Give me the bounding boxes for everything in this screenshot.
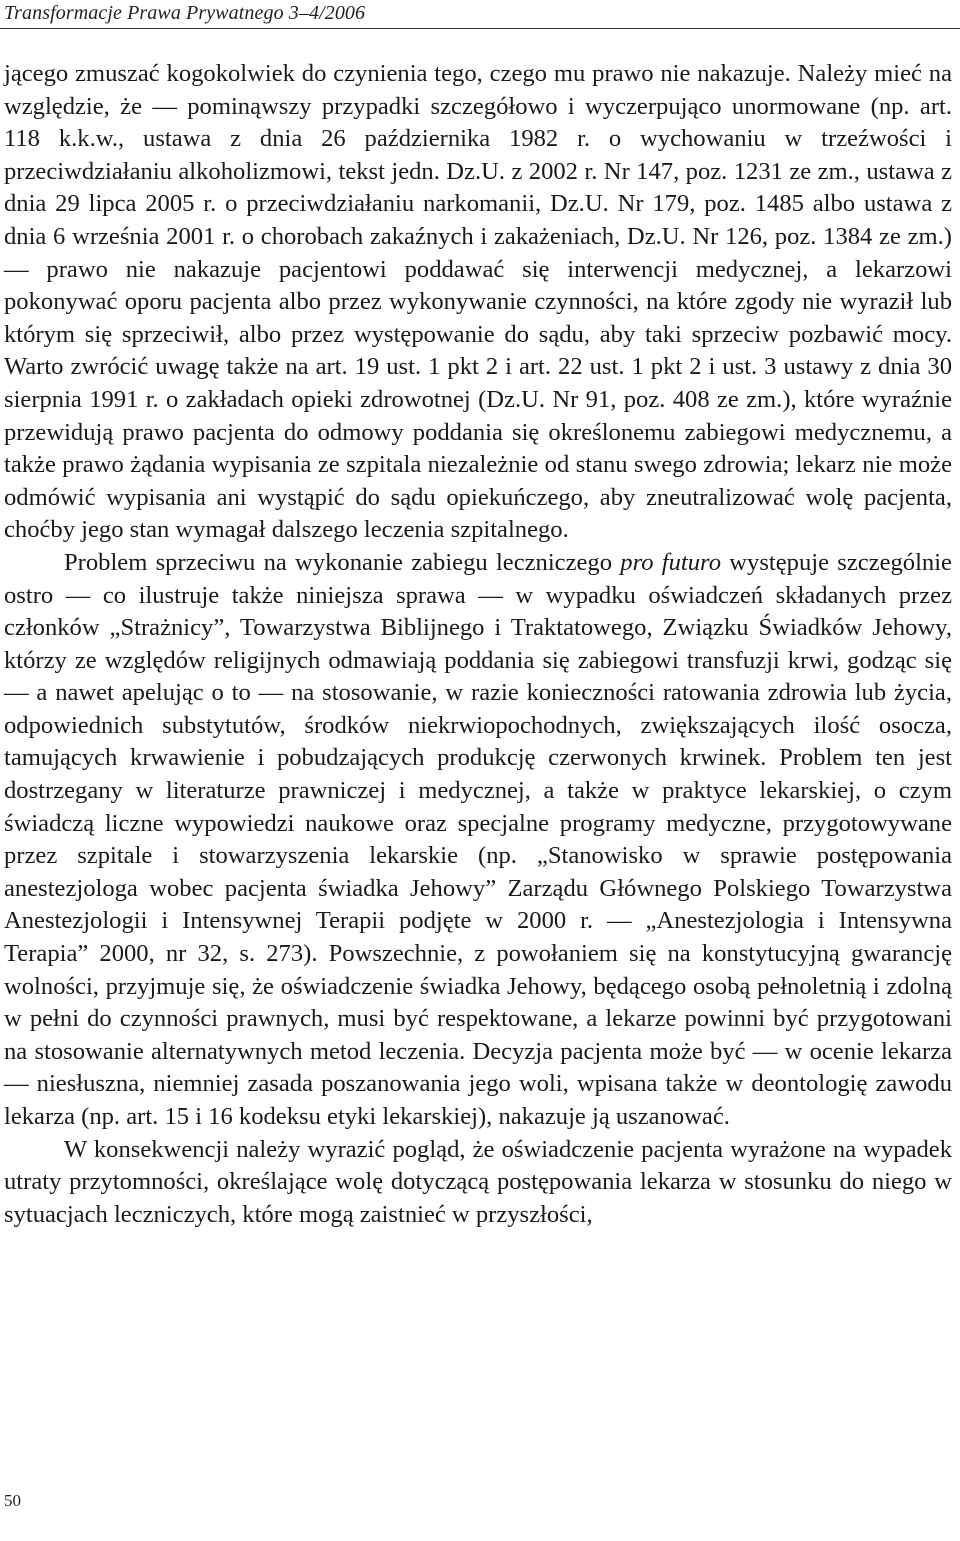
- paragraph-2-text-b: występuje szczególnie ostro — co ilustruje także niniejsza sprawa — w wypadku oświadczeń składanych przez członków „Strażnicy”, Towarzystwa Biblijnego i Traktatowego, Związku Świadków Jehowy, którzy ze względów religijnych odmawiają poddania się zabiegowi transfuzji krwi, godząc się — a nawet apelując o to — na stosowanie, w razie konieczności ratowania zdrowia lub życia, odpowiednich substytutów, środków niekrwiopochodnych, zwiększających ilość osocza, tamujących krwawienie i pobudzających produkcję czerwonych krwinek. Problem ten jest dostrzegany w literaturze prawniczej i medycznej, a także w praktyce lekarskiej, o czym świadczą liczne wypowiedzi naukowe oraz specjalne programy medyczne, przygotowywane przez szpitale i stowarzyszenia lekarskie (np. „Stanowisko w sprawie postępowania anestezjologa wobec pacjenta świadka Jehowy” Zarządu Głównego Polskiego Towarzystwa Anestezjologii i Intensywnej Terapii podjęte w 2000 r. — „Anestezjologia i Intensywna Terapia” 2000, nr 32, s. 273). Powszechnie, z powołaniem się na konstytucyjną gwarancję wolności, przyjmuje się, że oświadczenie świadka Jehowy, będącego osobą pełnoletnią i zdolną w pełni do czynności prawnych, musi być respektowane, a lekarze powinni być przygotowani na stosowanie alternatywnych metod leczenia. Decyzja pacjenta może być — w ocenie lekarza — niesłuszna, niemniej zasada poszanowania jego woli, wpisana także w deontologię zawodu lekarza (np. art. 15 i 16 kodeksu etyki lekarskiej), nakazuje ją uszanować.: [4, 548, 952, 1130]
- paragraph-1: jącego zmuszać kogokolwiek do czynienia tego, czego mu prawo nie nakazuje. Należy mieć na względzie, że — pominąwszy przypadki szczegółowo i wyczerpująco unormowane (np. art. 118 k.k.w., ustawa z dnia 26 października 1982 r. o wychowaniu w trzeźwości i przeciwdziałaniu alkoholizmowi, tekst jedn. Dz.U. z 2002 r. Nr 147, poz. 1231 ze zm., ustawa z dnia 29 lipca 2005 r. o przeciwdziałaniu narkomanii, Dz.U. Nr 179, poz. 1485 albo ustawa z dnia 6 września 2001 r. o chorobach zakaźnych i zakażeniach, Dz.U. Nr 126, poz. 1384 ze zm.) — prawo nie nakazuje pacjentowi poddawać się interwencji medycznej, a lekarzowi pokonywać oporu pacjenta albo przez wykonywanie czynności, na które zgody nie wyraził lub którym się sprzeciwił, albo przez występowanie do sądu, aby taki sprzeciw pozbawić mocy. Warto zwrócić uwagę także na art. 19 ust. 1 pkt 2 i art. 22 ust. 1 pkt 2 i ust. 3 ustawy z dnia 30 sierpnia 1991 r. o zakładach opieki zdrowotnej (Dz.U. Nr 91, poz. 408 ze zm.), które wyraźnie przewidują prawo pacjenta do odmowy poddania się określonemu zabiegowi medycznemu, a także prawo żądania wypisania ze szpitala niezależnie od stanu swego zdrowia; lekarz nie może odmówić wypisania ani wystąpić do sądu opiekuńczego, aby zneutralizować wolę pacjenta, choćby jego stan wymagał dalszego leczenia szpitalnego.: [4, 60, 952, 544]
- paragraph-3: W konsekwencji należy wyrazić pogląd, że oświadczenie pacjenta wyrażone na wypadek utraty przytomności, określające wolę dotyczącą postępowania lekarza w stosunku do niego w sytuacjach leczniczych, które mogą zaistnieć w przyszłości,: [4, 1135, 952, 1228]
- running-header-title: Transformacje Prawa Prywatnego 3–4/2006: [4, 2, 366, 24]
- page-number: 50: [4, 1491, 21, 1510]
- header-rule: [0, 28, 960, 29]
- paragraph-2: [4, 547, 952, 1134]
- body-text: [4, 58, 952, 1231]
- paragraph-2-italic-term: pro futuro: [620, 548, 722, 576]
- paragraph-2-text-a: Problem sprzeciwu na wykonanie zabiegu leczniczego: [64, 548, 621, 576]
